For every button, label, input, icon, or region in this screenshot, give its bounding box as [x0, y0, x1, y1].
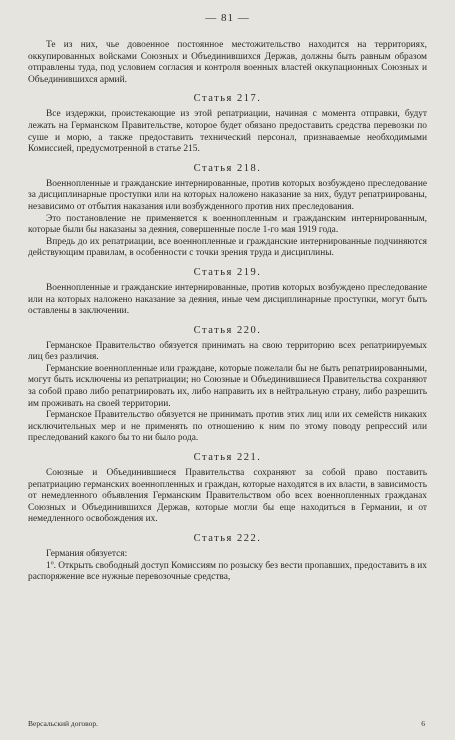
article-heading: Статья 222.	[193, 533, 262, 544]
article-paragraph: Союзные и Объединившиеся Правительства сохраняют за собой право поставить репатриацию германских военнопленных и граждан, которые находятся в их власти, в зависимость от немедленного объявления Германским Правительством обо всех военнопленных гражданах Союзных и Объединившихся Держав, которые могли бы еще находиться в Германии, и от немедленного освобождения их.	[28, 468, 427, 525]
article-heading: Статья 219.	[193, 266, 262, 278]
article-paragraph: Военнопленные и гражданские интернированные, против которых возбуждено преследование за дисциплинарные проступки или на которых наложено наказание за них, будут репатриированы, независимо от отбытия наказания или возбужденного против них преследования.	[28, 178, 427, 212]
article-paragraph: Германия обязуется:	[46, 549, 128, 559]
article-heading: Статья 221.	[193, 452, 262, 464]
footer-source-title: Версальский договор.	[28, 719, 99, 728]
footer-signature-mark: 6	[421, 719, 425, 728]
article-heading: Статья 220.	[193, 324, 262, 336]
article-paragraph: 1º. Открыть свободный доступ Комиссиям по розыску без вести пропавших, предоставить в их распоряжение все нужные перевозочные средства,	[28, 560, 427, 583]
article-paragraph: Все издержки, проистекающие из этой репатриации, начиная с момента отправки, будут лежать на Германском Правительстве, которое будет обязано предоставить средства перевозки по суше и морю, а также предоставить технический персонал, признаваемые необходимыми Комиссией, предусмотренной в статье 215.	[28, 109, 427, 155]
article-paragraph: Впредь до их репатриации, все военнопленные и гражданские интернированные подчиняются действующим правилам, в особенности с точки зрения труда и дисциплины.	[28, 236, 427, 259]
article-paragraph: Германское Правительство обязуется принимать на свою территорию всех репатриируемых лиц без различия.	[28, 340, 427, 363]
article-heading: Статья 218.	[193, 162, 262, 174]
article-paragraph: Германские военнопленные или граждане, которые пожелали бы не быть репатриированными, могут быть исключены из репатриации; но Союзные и Объединившиеся Правительства сохраняют за собой право либо репатриировать их, либо направить их в нейтральную страну, либо разрешить им проживать на своей территории.	[28, 363, 427, 409]
page-number: — 81 —	[205, 12, 250, 24]
page-footer	[28, 719, 425, 728]
article-paragraph: Германское Правительство обязуется не принимать против этих лиц или их семейств никаких исключительных мер и не применять по отношению к ним по этому поводу репрессий или преследований какого бы то ни было рода.	[28, 410, 427, 444]
article-heading: Статья 217.	[193, 93, 262, 105]
intro-paragraph: Те из них, чье довоенное постоянное местожительство находится на территориях, оккупированных войсками Союзных и Объединившихся Держав, должны быть равным образом отправлены туда, под условием согласия и контроля военных властей оккупационных Союзных и Объединившихся армий.	[28, 40, 427, 85]
article-paragraph: Военнопленные и гражданские интернированные, против которых возбуждено преследование или на которых наложено наказание за деяния, иные чем дисциплинарные проступки, могут быть оставлены в заключении.	[28, 282, 427, 317]
article-paragraph: Это постановление не применяется к военнопленным и гражданским интернированным, которые были бы наказаны за деяния, совершенные после 1-го мая 1919 года.	[28, 213, 427, 236]
